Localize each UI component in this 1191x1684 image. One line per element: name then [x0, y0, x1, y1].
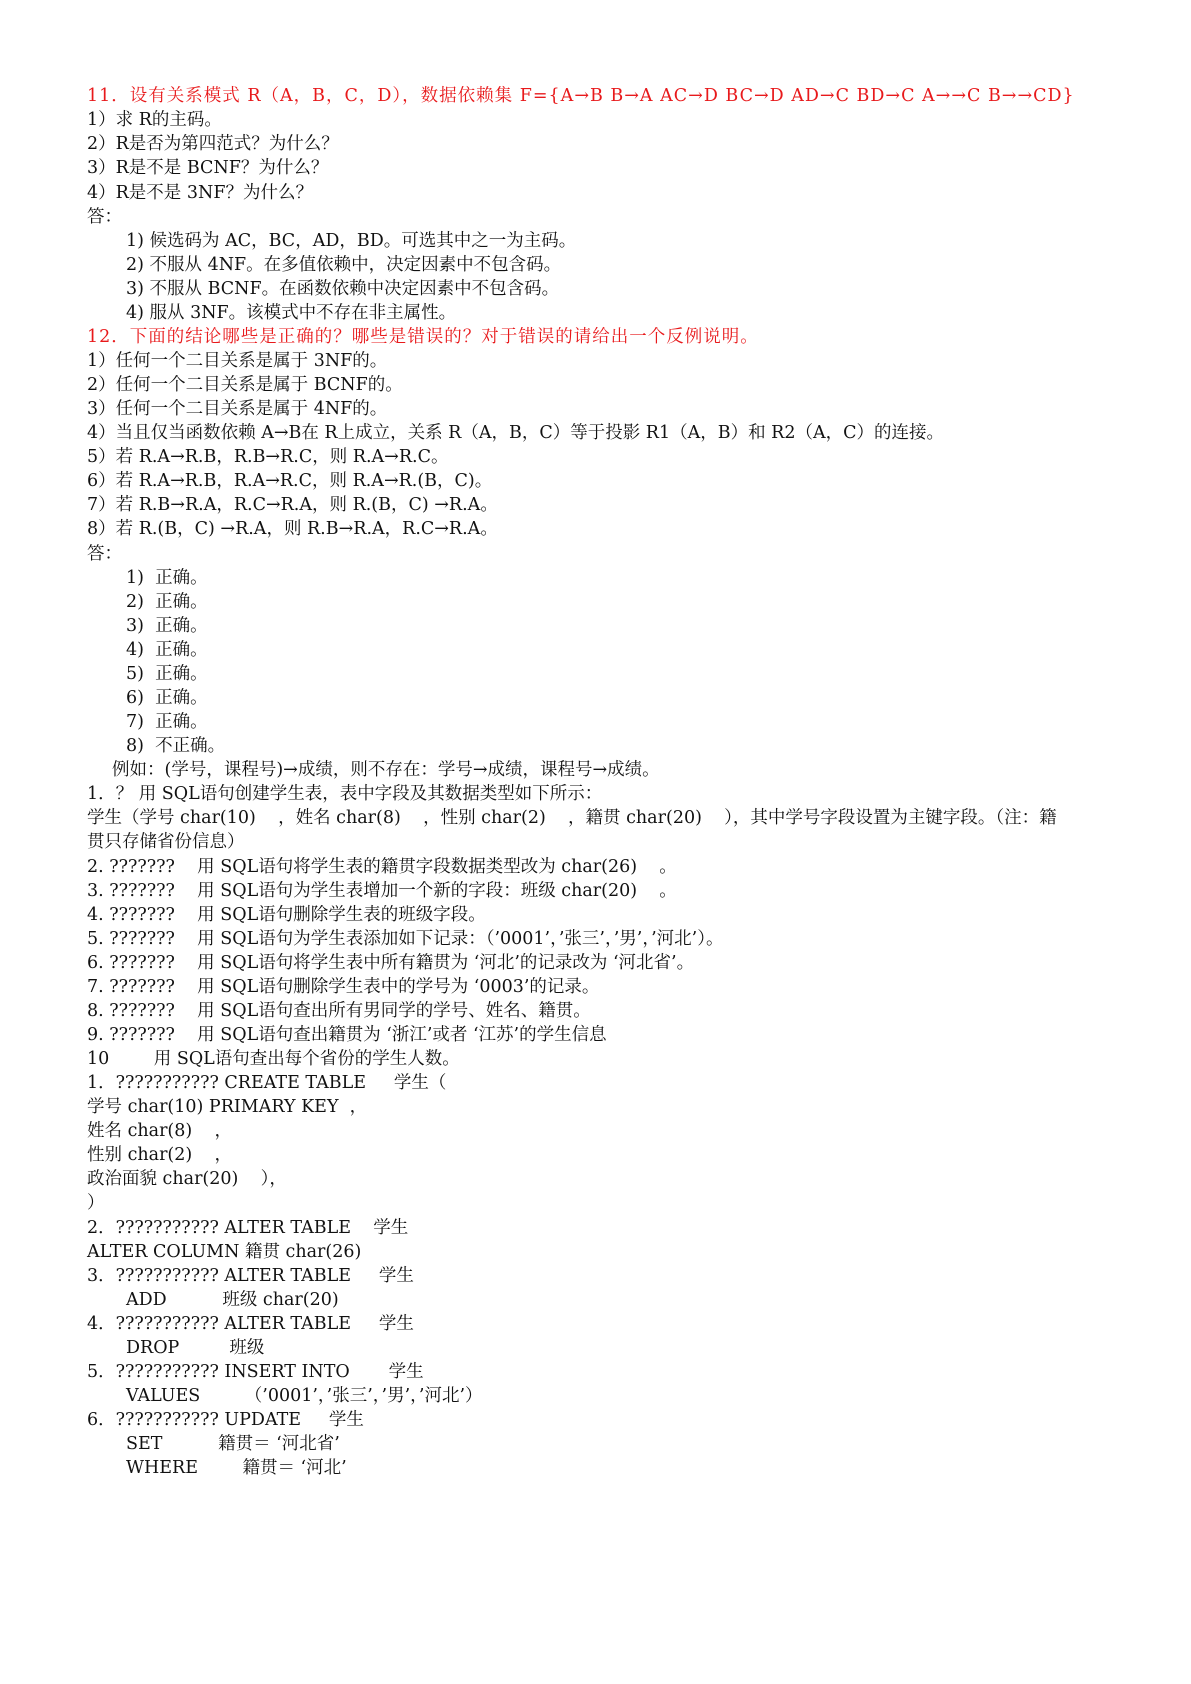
q11-item-4: 4）R是不是 3NF？为什么？: [87, 183, 313, 203]
q11-title: 11．设有关系模式 R（A，B，C，D），数据依赖集 F={A→B B→A AC→D BC→D AD→C BD→C A→→C B→→CD}: [87, 86, 1075, 106]
q12-item-7: 7）若 R.B→R.A，R.C→R.A，则 R.(B，C) →R.A。: [87, 495, 498, 515]
q11-answer-3: 3) 不服从 BCNF。在函数依赖中决定因素中不包含码。: [126, 279, 560, 299]
sql-question-1-line-1: 1．？ 用 SQL语句创建学生表，表中字段及其数据类型如下所示：: [87, 784, 603, 804]
q12-item-1: 1）任何一个二目关系是属于 3NF的。: [87, 351, 388, 371]
q11-answer-label: 答：: [87, 207, 122, 227]
sql-answer-line: SET 籍贯＝ ‘河北省’: [126, 1434, 340, 1454]
sql-answer-line: WHERE 籍贯＝ ‘河北’: [126, 1458, 347, 1478]
q12-item-5: 5）若 R.A→R.B，R.B→R.C，则 R.A→R.C。: [87, 447, 449, 467]
q11-item-2: 2）R是否为第四范式？为什么？: [87, 134, 339, 154]
q11-answer-2: 2) 不服从 4NF。在多值依赖中，决定因素中不包含码。: [126, 255, 562, 275]
q12-answer-2: 2) 正确。: [126, 592, 208, 612]
q11-answer-4: 4) 服从 3NF。该模式中不存在非主属性。: [126, 303, 457, 323]
sql-question-1-line-3: 贯只存储省份信息）: [87, 832, 245, 852]
q12-answer-3: 3) 正确。: [126, 616, 208, 636]
q11-answer-1: 1) 候选码为 AC，BC，AD，BD。可选其中之一为主码。: [126, 231, 577, 251]
q12-title: 12．下面的结论哪些是正确的？哪些是错误的？对于错误的请给出一个反例说明。: [87, 327, 759, 347]
q12-answer-7: 7) 正确。: [126, 712, 208, 732]
sql-question-2: 2. ??????? 用 SQL语句将学生表的籍贯字段数据类型改为 char(26) 。: [87, 857, 677, 877]
sql-question-3: 3. ??????? 用 SQL语句为学生表增加一个新的字段：班级 char(20) 。: [87, 881, 677, 901]
sql-question-9: 9. ??????? 用 SQL语句查出籍贯为 ‘浙江’或者 ‘江苏’的学生信息: [87, 1025, 607, 1045]
sql-answer-line: 4．??????????? ALTER TABLE 学生: [87, 1314, 414, 1334]
sql-answer-line: 姓名 char(8) ，: [87, 1121, 232, 1141]
q12-item-2: 2）任何一个二目关系是属于 BCNF的。: [87, 375, 403, 395]
q11-item-1: 1）求 R的主码。: [87, 110, 222, 130]
q12-item-4: 4）当且仅当函数依赖 A→B在 R上成立，关系 R（A，B，C）等于投影 R1（A，B）和 R2（A，C）的连接。: [87, 423, 944, 443]
sql-answer-line: 5．??????????? INSERT INTO 学生: [87, 1362, 424, 1382]
sql-question-10: 10 用 SQL语句查出每个省份的学生人数。: [87, 1049, 460, 1069]
sql-answer-line: ALTER COLUMN 籍贯 char(26): [87, 1242, 362, 1262]
q12-answer-6: 6) 正确。: [126, 688, 208, 708]
q12-answer-8: 8) 不正确。: [126, 736, 226, 756]
sql-question-4: 4. ??????? 用 SQL语句删除学生表的班级字段。: [87, 905, 486, 925]
sql-answer-line: 3．??????????? ALTER TABLE 学生: [87, 1266, 414, 1286]
q12-answer-5: 5) 正确。: [126, 664, 208, 684]
sql-answer-line: 6．??????????? UPDATE 学生: [87, 1410, 364, 1430]
q12-item-6: 6）若 R.A→R.B，R.A→R.C，则 R.A→R.(B，C)。: [87, 471, 493, 491]
q12-item-8: 8）若 R.(B，C) →R.A，则 R.B→R.A，R.C→R.A。: [87, 519, 498, 539]
sql-question-5: 5. ??????? 用 SQL语句为学生表添加如下记录：（’0001’，’张三’，’男’，’河北’）。: [87, 929, 724, 949]
q12-answer-4: 4) 正确。: [126, 640, 208, 660]
sql-answer-line: 学号 char(10) PRIMARY KEY ，: [87, 1097, 368, 1117]
q12-answer-1: 1) 正确。: [126, 568, 208, 588]
q11-item-3: 3）R是不是 BCNF？为什么？: [87, 158, 329, 178]
sql-question-8: 8. ??????? 用 SQL语句查出所有男同学的学号、姓名、籍贯。: [87, 1001, 591, 1021]
sql-answer-line: DROP 班级: [126, 1338, 265, 1358]
sql-answer-line: 2．??????????? ALTER TABLE 学生: [87, 1218, 409, 1238]
sql-answer-line: 性别 char(2) ，: [87, 1145, 232, 1165]
sql-answer-line: 1．??????????? CREATE TABLE 学生（: [87, 1073, 447, 1093]
sql-question-1-line-2: 学生（学号 char(10) ，姓名 char(8) ，性别 char(2) ，籍贯 char(20) ），其中学号字段设置为主键字段。（注：籍: [87, 808, 1057, 828]
sql-answer-line: 政治面貌 char(20) ），: [87, 1169, 287, 1189]
q12-item-3: 3）任何一个二目关系是属于 4NF的。: [87, 399, 388, 419]
sql-question-6: 6. ??????? 用 SQL语句将学生表中所有籍贯为 ‘河北’的记录改为 ‘河北省’。: [87, 953, 695, 973]
sql-question-7: 7. ??????? 用 SQL语句删除学生表中的学号为 ‘0003’的记录。: [87, 977, 600, 997]
sql-answer-line: ）: [87, 1193, 105, 1213]
sql-answer-line: VALUES （’0001’，’张三’，’男’，’河北’）: [126, 1386, 483, 1406]
q12-counter-example: 例如：(学号，课程号)→成绩，则不存在：学号→成绩，课程号→成绩。: [112, 760, 660, 780]
q12-answer-label: 答：: [87, 544, 122, 564]
sql-answer-line: ADD 班级 char(20): [126, 1290, 339, 1310]
